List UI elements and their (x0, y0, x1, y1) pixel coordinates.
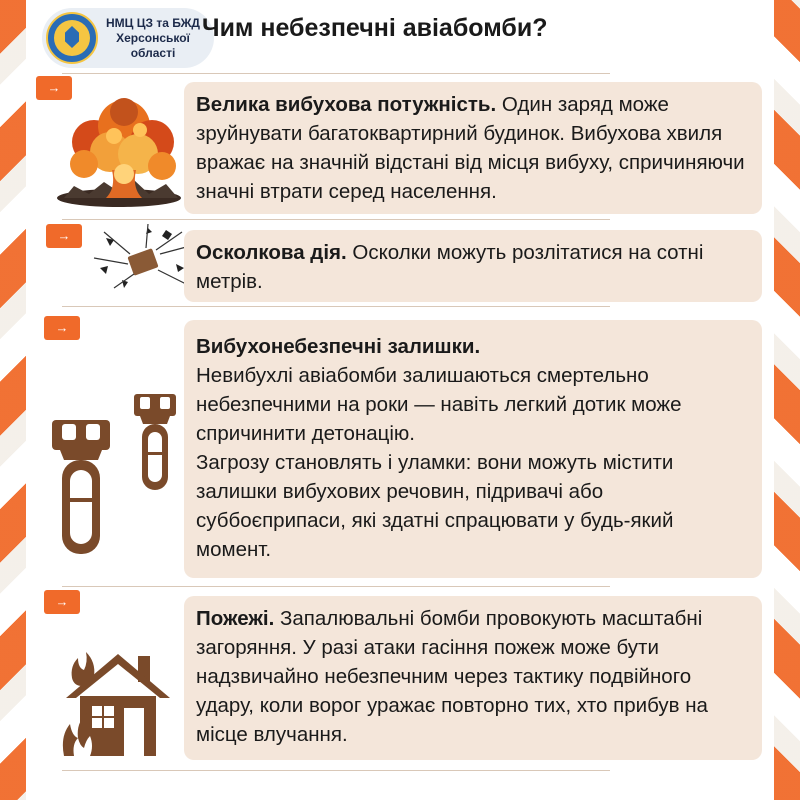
house-fire-icon (62, 648, 174, 758)
organization-badge (42, 8, 214, 68)
divider (62, 586, 610, 587)
info-card-fires (184, 596, 762, 760)
arrow-tag-4: → (44, 590, 80, 614)
emblem-icon (46, 12, 98, 64)
card-heading: Осколкова дія. (196, 241, 347, 264)
divider (62, 306, 610, 307)
shrapnel-icon (86, 224, 196, 292)
info-card-shrapnel (184, 230, 762, 302)
card-text: Запалювальні бомби провокують масштабні загоряння. У разі атаки гасіння пожеж може бути надзвичайно небезпечним через тактику подвійного удару, коли ворог уражає повторно тих, хто прибув на місце влучання. (196, 607, 708, 746)
card-paragraph-1: Невибухлі авіабомби залишаються смертельно небезпечними на роки — навіть легкий дотик може спричинити детонацію. (196, 364, 682, 445)
organization-name (98, 16, 214, 61)
bombs-icon (50, 388, 180, 558)
card-text: Один заряд може зруйнувати багатоквартирний будинок. Вибухова хвиля вражає на значній відстані від місця вибуху, спричиняючи значні втрати серед населення. (196, 93, 745, 203)
explosion-icon (54, 90, 184, 208)
right-stripe-border (774, 0, 800, 800)
left-stripe-border (0, 0, 26, 800)
arrow-tag-3: → (44, 316, 80, 340)
page (26, 0, 774, 800)
org-line-1: НМЦ ЦЗ та БЖД (106, 15, 200, 30)
org-line-3: області (130, 45, 176, 60)
divider (62, 219, 610, 220)
page-title: Чим небезпечні авіабомби? (202, 14, 548, 42)
card-heading: Велика вибухова потужність. (196, 93, 497, 116)
card-text: Осколки можуть розлітатися на сотні метрів. (196, 241, 704, 293)
card-paragraph-2: Загрозу становлять і уламки: вони можуть містити залишки вибухових речовин, підривачі або суббоєприпаси, які здатні спрацювати у будь-який момент. (196, 451, 674, 561)
arrow-tag-1: → (36, 76, 72, 100)
info-card-power (184, 82, 762, 214)
card-heading: Вибухонебезпечні залишки. (196, 335, 481, 358)
card-heading: Пожежі. (196, 607, 275, 630)
arrow-tag-2: → (46, 224, 82, 248)
org-line-2: Херсонської (116, 30, 190, 45)
info-card-remnants (184, 320, 762, 578)
divider (62, 770, 610, 771)
divider (62, 73, 610, 74)
